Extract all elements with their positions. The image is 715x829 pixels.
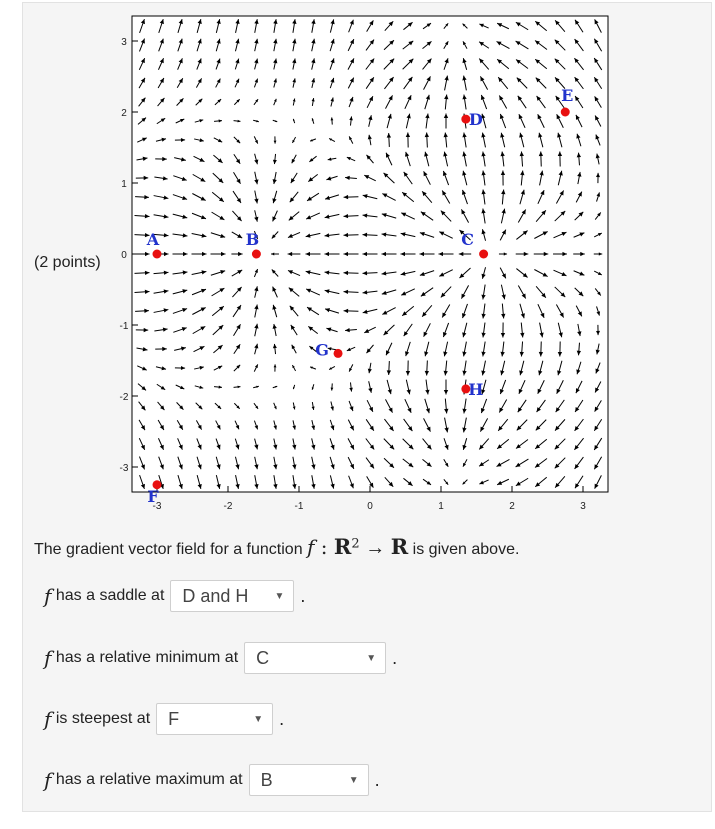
codomain-symbol: R xyxy=(390,534,409,559)
point-b xyxy=(252,250,261,259)
point-label-g: G xyxy=(315,340,329,360)
steepest-select[interactable] xyxy=(156,703,273,735)
point-label-c: C xyxy=(461,230,474,249)
x-tick-label: 2 xyxy=(509,501,515,512)
domain-exponent: 2 xyxy=(351,536,360,552)
maps-to-arrow: → xyxy=(359,537,391,559)
y-tick-label: 2 xyxy=(121,108,127,119)
point-a xyxy=(153,250,162,259)
x-tick-label: -1 xyxy=(294,501,304,512)
function-symbol: f xyxy=(44,646,52,670)
y-tick-label: 1 xyxy=(121,179,127,190)
y-tick-label: 3 xyxy=(121,37,127,48)
question-steepest xyxy=(44,703,284,735)
point-g xyxy=(334,349,343,358)
end-punctuation: . xyxy=(374,769,380,790)
chevron-down-icon: ▼ xyxy=(366,652,377,664)
question-minimum xyxy=(44,642,397,674)
question-saddle xyxy=(44,580,305,612)
selected-value: F xyxy=(168,708,180,729)
end-punctuation: . xyxy=(279,708,285,729)
saddle-select[interactable] xyxy=(170,580,294,612)
chevron-down-icon: ▼ xyxy=(348,774,359,786)
point-label-d: D xyxy=(468,110,483,130)
minimum-select[interactable] xyxy=(244,642,386,674)
function-symbol: f xyxy=(44,584,52,608)
chevron-down-icon: ▼ xyxy=(274,590,285,602)
function-symbol: f xyxy=(44,768,52,792)
problem-description xyxy=(34,534,519,560)
point-label-e: E xyxy=(561,86,574,105)
selected-value: C xyxy=(256,647,270,668)
x-tick-label: 0 xyxy=(367,501,373,512)
point-label-a: A xyxy=(146,230,160,249)
x-tick-label: 3 xyxy=(580,501,586,512)
end-punctuation: . xyxy=(300,585,306,606)
x-tick-label: -3 xyxy=(152,501,162,512)
point-e xyxy=(561,108,570,117)
points-label: (2 points) xyxy=(34,254,101,271)
function-symbol: f xyxy=(307,535,315,559)
question-text: is steepest at xyxy=(55,710,151,727)
function-symbol: f xyxy=(44,707,52,731)
maximum-select[interactable] xyxy=(249,764,369,796)
domain-symbol: R xyxy=(333,534,352,559)
colon-symbol: : xyxy=(314,535,334,559)
y-tick-label: 0 xyxy=(121,250,127,261)
end-punctuation: . xyxy=(392,647,398,668)
point-label-b: B xyxy=(245,230,260,249)
point-c xyxy=(479,250,488,259)
question-text: has a relative maximum at xyxy=(55,771,243,788)
vector-field-plot xyxy=(110,14,615,512)
question-text: has a relative minimum at xyxy=(55,649,239,666)
point-label-h: H xyxy=(468,379,484,399)
selected-value: D and H xyxy=(182,585,249,606)
question-maximum xyxy=(44,764,380,796)
x-tick-label: 1 xyxy=(438,501,444,512)
description-suffix: is given above. xyxy=(412,541,520,558)
description-prefix: The gradient vector field for a function xyxy=(34,541,303,558)
chevron-down-icon: ▼ xyxy=(253,713,264,725)
question-text: has a saddle at xyxy=(55,587,165,604)
y-tick-label: -1 xyxy=(119,321,129,332)
x-tick-label: -2 xyxy=(223,501,233,512)
y-tick-label: -2 xyxy=(119,392,129,403)
selected-value: B xyxy=(260,769,273,790)
y-tick-label: -3 xyxy=(119,463,129,474)
point-label-f: F xyxy=(147,486,159,506)
